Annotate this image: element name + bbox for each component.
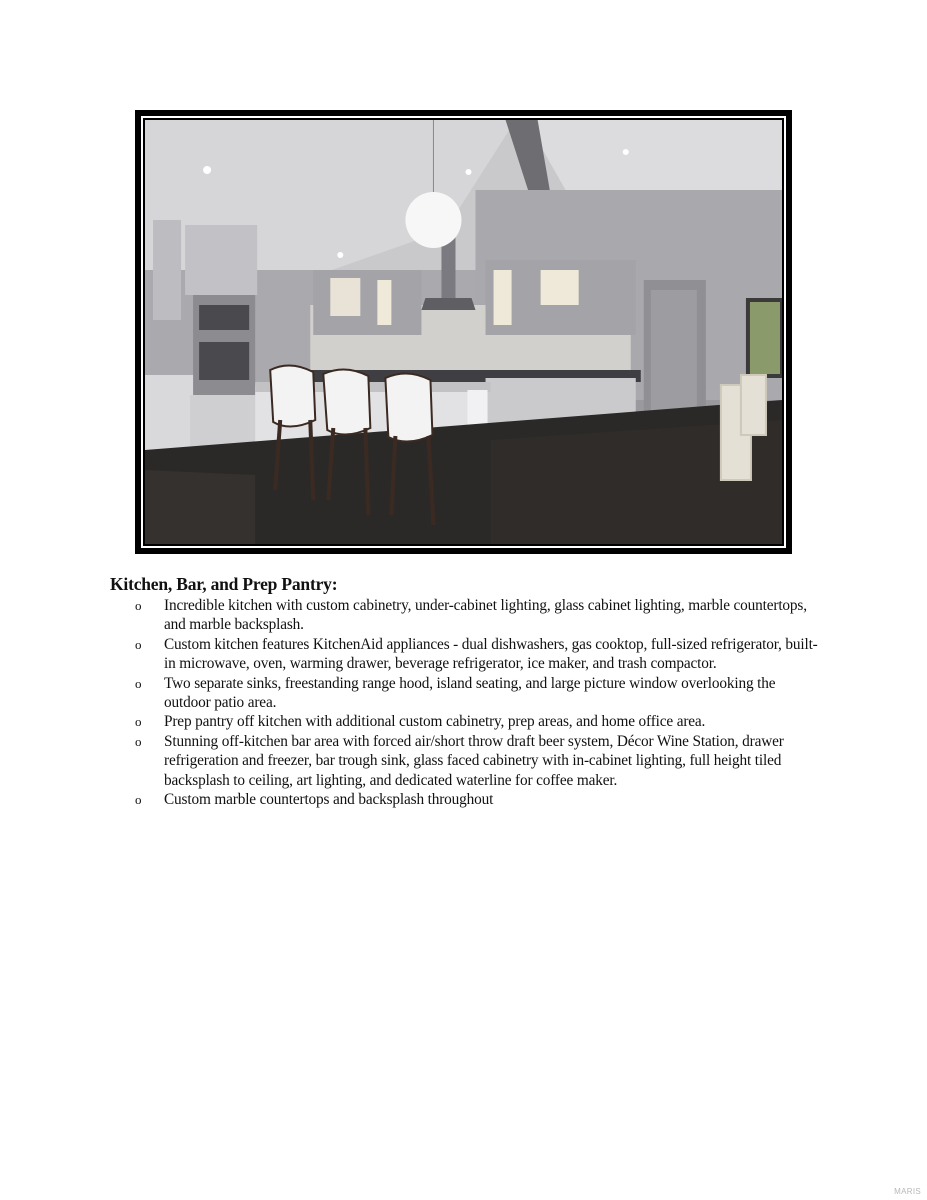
list-item — [135, 732, 825, 790]
bullet-circle-icon: o — [135, 675, 142, 691]
bullet-circle-icon: o — [135, 598, 142, 613]
list-item — [135, 674, 825, 713]
list-item — [135, 790, 825, 809]
photo-frame — [135, 110, 792, 554]
list-item — [135, 635, 825, 674]
list-item-text: Incredible kitchen with custom cabinetry, under-cabinet lighting, glass cabinet lighting, marble countertops, and marble backsplash. — [164, 597, 807, 634]
list-item-text: Custom marble countertops and backsplash throughout — [164, 791, 494, 809]
kitchen-photo-illustration — [145, 120, 782, 544]
list-item — [135, 712, 825, 731]
list-item-text: Two separate sinks, freestanding range hood, island seating, and large picture window overlooking the outdoor patio area. — [164, 674, 776, 712]
section-heading: Kitchen, Bar, and Prep Pantry: — [110, 574, 338, 594]
kitchen-photo — [145, 120, 782, 544]
photo-frame-inner-border — [141, 116, 786, 548]
list-item-text: Stunning off-kitchen bar area with forced air/short throw draft beer system, Décor Wine Station, drawer refrigeration and freezer, bar trough sink, glass faced cabinetry with in-cabinet lighting, full height tiled backsplash to ceiling, art lighting, and dedicated waterline for coffee maker. — [164, 732, 784, 789]
bullet-circle-icon: o — [135, 733, 142, 749]
list-item-text: Prep pantry off kitchen with additional custom cabinetry, prep areas, and home office area. — [164, 713, 706, 731]
bullet-circle-icon: o — [135, 636, 142, 652]
bullet-circle-icon: o — [135, 714, 142, 730]
watermark: MARIS — [894, 1187, 921, 1196]
bullet-circle-icon: o — [135, 792, 142, 808]
list-item — [135, 596, 825, 635]
feature-list — [135, 596, 825, 809]
list-item-text: Custom kitchen features KitchenAid appliances - dual dishwashers, gas cooktop, full-sized refrigerator, built-in microwave, oven, warming drawer, beverage refrigerator, ice maker, and trash compactor. — [164, 635, 818, 673]
